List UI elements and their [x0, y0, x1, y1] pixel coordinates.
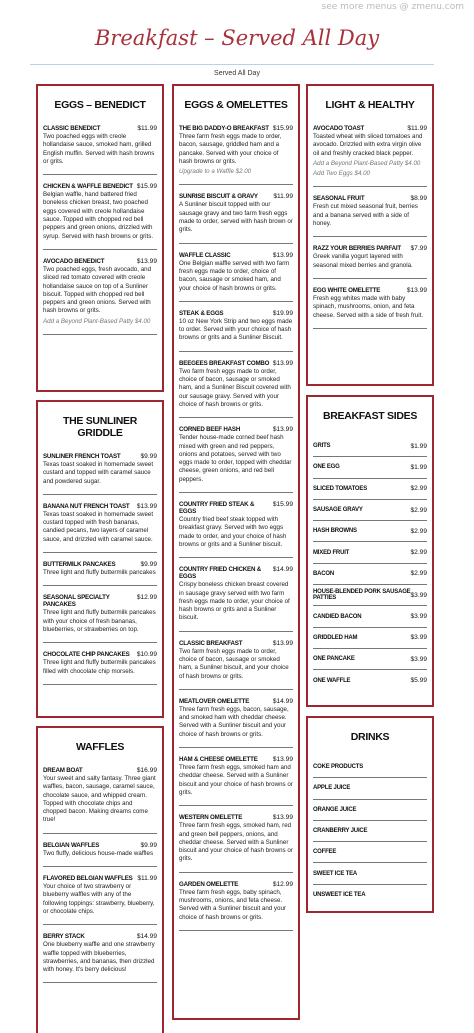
menu-item-header [179, 252, 293, 259]
menu-item-header [179, 814, 293, 821]
menu-item-description: Two poached eggs with creole hollandaise sauce, smoked ham, grilled English muffin. Served with hash browns or grits. [43, 133, 155, 165]
menu-item-name: COUNTRY FRIED STEAK & EGGS [179, 501, 255, 516]
menu-item-description: Two farm fresh eggs made to order, choice of bacon, sausage or smoked ham, a Sunliner biscuit, and your choice of hash browns or grits. [179, 647, 289, 680]
drink-item-name: COKE PRODUCTS [313, 764, 364, 771]
menu-item-name: DREAM BOAT [43, 767, 83, 774]
menu-item-header [179, 698, 293, 705]
section-title: EGGS & OMELETTES [184, 99, 288, 111]
menu-item-header [43, 258, 157, 265]
menu-item-name: CHICKEN & WAFFLE BENEDICT [43, 183, 133, 191]
menu-item-description: Texas toast soaked in homemade sweet custard and topped with caramel sauce and powdered sugar. [43, 461, 154, 485]
menu-item-header [179, 125, 293, 132]
page-title: Breakfast – Served All Day [94, 26, 380, 50]
menu-item [179, 501, 293, 558]
side-item [313, 585, 427, 606]
side-item-price: $1.99 [410, 442, 427, 450]
menu-item-price: $13.99 [272, 814, 293, 822]
section-title: WAFFLES [75, 741, 125, 753]
side-item [313, 649, 427, 670]
section-eggs-omelettes [172, 84, 300, 1020]
menu-item-description: A Sunliner biscuit topped with our sausage gravy and two farm fresh eggs made to order, served with hash brown or grits. [179, 201, 293, 234]
menu-item-header [43, 561, 157, 568]
side-item-name: HASH BROWNS [313, 528, 357, 535]
menu-item [313, 195, 427, 237]
menu-item-price: $14.99 [272, 697, 293, 705]
side-item-price: $2.99 [410, 527, 427, 535]
menu-item-header [179, 426, 293, 433]
menu-item [43, 933, 157, 983]
menu-item-name: AVOCADO BENEDICT [43, 257, 105, 265]
side-item-name: SLICED TOMATOES [313, 485, 368, 492]
side-item [313, 521, 427, 542]
menu-item-price: $11.99 [137, 875, 157, 883]
menu-item-price: $13.99 [272, 359, 293, 367]
section-title: THE SUNLINER GRIDDLE [63, 415, 137, 439]
menu-item-description: Two farm fresh eggs made to order, choice of bacon, sausage or smoked ham, and a Sunliner Biscuit covered with our sausage gravy. Served with your choice of hash browns or grits. [179, 367, 291, 408]
side-item-name: ONE PANCAKE [313, 656, 355, 663]
menu-item-header [43, 842, 157, 849]
menu-item-price: $13.99 [272, 251, 293, 259]
menu-item-description: Two fluffy, delicious house-made waffles [43, 849, 154, 857]
menu-item-header [313, 287, 427, 294]
menu-item [43, 183, 157, 250]
side-item-name: ONE WAFFLE [313, 677, 351, 684]
side-item-name: BACON [313, 570, 334, 577]
side-item-price: $3.99 [410, 655, 427, 663]
menu-item-header [179, 756, 293, 763]
menu-item-description: Belgian waffle, hand battered fried boneless chicken breast, two poached eggs covered with creole hollandaise sauce. Topped with chopped red bell peppers and green onions, drizzled with syrup. Served with hash browns or grits. [43, 191, 154, 240]
section-waffles [36, 726, 164, 1033]
menu-item [43, 453, 157, 495]
menu-item [43, 767, 157, 834]
menu-item-description: Your choice of two strawberry or blueberry waffles with any of the following toppings: strawberry, blueberry, or chocolate chips. [43, 883, 155, 915]
side-item-name: ONE EGG [313, 464, 340, 471]
side-item-price: $5.99 [410, 677, 427, 685]
section-sunliner-griddle [36, 400, 164, 718]
menu-item [43, 258, 157, 335]
side-item-price: $2.99 [410, 570, 427, 578]
drink-item [313, 778, 427, 799]
side-item-price: $3.99 [410, 634, 427, 642]
menu-item-price: $13.99 [272, 756, 293, 764]
menu-item-description: Fresh egg whites made with baby spinach, mushrooms, onion, and feta cheese. Served with a side of fresh fruit. [313, 294, 424, 319]
menu-item [179, 698, 293, 748]
menu-item-price: $9.99 [140, 561, 157, 569]
drink-item [313, 757, 427, 778]
menu-item-name: BEEGEES BREAKFAST COMBO [179, 359, 270, 367]
menu-item-header [43, 767, 157, 774]
menu-item-description: Fresh cut mixed seasonal fruit, berries and a banana served with a side of honey. [313, 203, 418, 228]
menu-item-name: BANANA NUT FRENCH TOAST [43, 502, 130, 510]
menu-item-addon: Add a Beyond Plant-Based Patty $4.00 [313, 159, 421, 167]
menu-item-price: $14.99 [272, 566, 293, 574]
menu-item-description: Your sweet and salty fantasy. Three giant waffles, bacon, sausage, caramel sauce, chocolate sauce, and whipped cream. Topped with chocolate chips and chopped bacon. Making dreams come true! [43, 775, 156, 824]
menu-item-price: $11.99 [273, 193, 293, 201]
menu-item-description: Greek vanilla yogurt layered with seasonal mixed berries and granola. [313, 253, 413, 269]
side-item-price: $3.99 [410, 613, 427, 621]
menu-item-price: $13.99 [136, 502, 157, 510]
menu-item [43, 842, 157, 867]
section-eggs-benedict [36, 84, 164, 392]
drink-item [313, 842, 427, 863]
menu-item-name: CLASSIC BENEDICT [43, 125, 101, 132]
section-title: BREAKFAST SIDES [322, 410, 418, 422]
side-item [313, 436, 427, 457]
drink-item [313, 885, 427, 906]
menu-item-description: Three farm fresh eggs, bacon, sausage, and smoked ham with cheddar cheese. Served with a Sunliner biscuit and your choice of hash browns or grits. [179, 705, 289, 738]
menu-item [43, 561, 157, 586]
menu-item-header [43, 503, 157, 510]
menu-item-header [43, 125, 157, 132]
menu-item-header [179, 193, 293, 200]
side-item-price: $3.99 [410, 591, 427, 599]
menu-item-name: AVOCADO TOAST [313, 125, 365, 132]
menu-item-price: $15.99 [136, 183, 157, 191]
side-item [313, 628, 427, 649]
menu-item-price: $13.99 [136, 257, 157, 265]
menu-item [179, 640, 293, 690]
menu-item-description: Three farm fresh eggs, baby spinach, mushrooms, onions, and feta cheese. Served with a Sunliner biscuit and your choice of hash browns or grits. [179, 888, 286, 921]
menu-item-price: $12.99 [272, 880, 293, 888]
side-item [313, 457, 427, 478]
side-item-name: GRIDDLED HAM [313, 634, 358, 641]
menu-item-name: CLASSIC BREAKFAST [179, 639, 243, 647]
watermark-text: see more menus @ zmenu.com [321, 2, 464, 12]
menu-item-name: WAFFLE CLASSIC [179, 251, 231, 259]
menu-item-name: CHOCOLATE CHIP PANCAKES [43, 651, 130, 659]
side-item [313, 500, 427, 521]
drink-item-name: APPLE JUICE [313, 785, 351, 792]
menu-item-header [179, 501, 293, 515]
menu-column-left [36, 84, 164, 1033]
menu-item-price: $9.99 [140, 453, 157, 460]
menu-item [313, 287, 427, 329]
side-item-price: $2.99 [410, 485, 427, 493]
menu-item-price: $16.99 [136, 767, 157, 774]
menu-item-name: CORNED BEEF HASH [179, 426, 241, 434]
menu-column-middle [172, 84, 300, 1020]
menu-item-description: One blueberry waffle and one strawberry waffle topped with blueberries, strawberries, and bananas, then drizzled with honey. It's berry delicious! [43, 941, 155, 974]
menu-item-name: STEAK & EGGS [179, 309, 224, 317]
menu-item-header [179, 881, 293, 888]
menu-item-name: BERRY STACK [43, 933, 85, 941]
menu-item-description: Toasted wheat with sliced tomatoes and avocado. Drizzled with extra virgin olive oil and freshly cracked black pepper. [313, 133, 423, 157]
menu-item-description: Two poached eggs, fresh avocado, and sliced red tomato covered with creole hollandaise sauce on top of a Sunliner biscuit. Topped with chopped red bell peppers and green onions. Served with hash browns or grits. [43, 265, 152, 315]
menu-item-header [43, 933, 157, 940]
drink-item [313, 800, 427, 821]
menu-item-price: $13.99 [272, 426, 293, 434]
drink-item [313, 863, 427, 884]
menu-item-price: $15.99 [272, 501, 293, 509]
drink-item-name: CRANBERRY JUICE [313, 828, 368, 835]
menu-item-header [43, 875, 157, 882]
menu-item-name: SUNRISE BISCUIT & GRAVY [179, 193, 258, 201]
menu-item-price: $10.99 [136, 651, 157, 659]
menu-item-description: Tender house-made corned beef hash mixed with green and red peppers, onions and potatoes, served with two eggs made to order, topped with cheddar cheese, green onions, and red bell peppers. [179, 434, 292, 483]
menu-item [179, 426, 293, 493]
side-item [313, 606, 427, 627]
menu-item-name: EGG WHITE OMELETTE [313, 286, 381, 294]
side-item [313, 564, 427, 585]
menu-item-name: HAM & CHEESE OMELETTE [179, 756, 258, 764]
menu-item-description: Three light and fluffy buttermilk pancakes [43, 569, 156, 577]
section-title: LIGHT & HEALTHY [325, 99, 415, 111]
menu-item-description: Three light and fluffy buttermilk pancakes filled with chocolate chip morsels. [43, 659, 156, 675]
section-title: EGGS – BENEDICT [54, 99, 146, 111]
side-item-price: $2.99 [410, 549, 427, 557]
side-item-price: $2.99 [410, 506, 427, 514]
menu-item-addon: Add Two Eggs $4.00 [313, 170, 370, 178]
menu-item [179, 360, 293, 418]
drink-item-name: COFFEE [313, 849, 337, 856]
menu-item-name: WESTERN OMELETTE [179, 814, 243, 822]
menu-item-header [179, 310, 293, 317]
menu-item-price: $14.99 [136, 933, 157, 941]
menu-item-name: SEASONAL SPECIALTY PANCAKES [43, 594, 110, 609]
menu-item [43, 875, 157, 925]
menu-item-description: Three farm fresh eggs, smoked ham, red and green bell peppers, onions, and cheddar cheese. Served with a Sunliner biscuit and your choice of hash browns or grits. [179, 822, 293, 863]
menu-item-name: BELGIAN WAFFLES [43, 841, 100, 849]
menu-item-price: $11.99 [137, 125, 157, 132]
menu-item-description: Crispy boneless chicken breast covered in sausage gravy served with two farm fresh eggs made to order, your choice of hash browns or grits and a Sunliner biscuit. [179, 581, 290, 622]
menu-item [43, 503, 157, 553]
menu-item-header [43, 453, 157, 460]
menu-item [43, 594, 157, 643]
menu-item-description: 10 oz New York Strip and two eggs made to order. Served with your choice of hash browns or grits and a Sunliner Biscuit. [179, 317, 293, 342]
menu-item-name: BUTTERMILK PANCAKES [43, 561, 116, 569]
menu-item [179, 310, 293, 352]
menu-item [179, 193, 293, 243]
menu-item-price: $9.99 [140, 841, 157, 849]
menu-item-price: $8.99 [410, 195, 427, 203]
menu-item-header [313, 125, 427, 132]
side-item-name: GRITS [313, 443, 331, 450]
menu-item-price: $12.99 [136, 594, 157, 602]
menu-item-description: Three farm fresh eggs made to order, bacon, sausage, griddled ham and a pancake. Served with your choice of hash browns or grits. [179, 133, 282, 165]
side-item-name: MIXED FRUIT [313, 549, 350, 556]
menu-item-header [179, 566, 293, 580]
menu-item-header [179, 360, 293, 367]
menu-item-description: Three farm fresh eggs, smoked ham and cheddar cheese. Served with a Sunliner biscuit and your choice of hash browns or grits. [179, 764, 293, 796]
menu-item [179, 756, 293, 806]
side-item [313, 670, 427, 691]
menu-item [43, 125, 157, 175]
section-light-healthy [306, 84, 434, 386]
title-divider [30, 64, 434, 65]
section-drinks [306, 716, 434, 913]
side-item-name: HOUSE-BLENDED PORK SAUSAGE PATTIES [313, 589, 411, 602]
side-item-price: $1.99 [410, 463, 427, 471]
menu-item-name: SUNLINER FRENCH TOAST [43, 453, 121, 460]
section-title: DRINKS [350, 731, 390, 743]
menu-item-description: Texas toast soaked in homemade sweet custard topped with fresh bananas, candied pecans, two layers of caramel sauce, and drizzled with caramel sauce. [43, 510, 154, 543]
menu-item-name: RAZZ YOUR BERRIES PARFAIT [313, 245, 401, 253]
menu-item-header [313, 195, 427, 202]
drink-item-name: SWEET ICE TEA [313, 870, 358, 877]
menu-item [43, 651, 157, 685]
menu-item-name: GARDEN OMELETTE [179, 880, 239, 888]
menu-item-description: Country fried beef steak topped with breakfast gravy. Served with two eggs made to order, and your choice of hash browns or grits and a Sunliner biscuit. [179, 516, 287, 548]
menu-item-addon: Add a Beyond Plant-Based Patty $4.00 [43, 317, 151, 325]
menu-item-header [313, 245, 427, 252]
menu-item-price: $15.99 [272, 125, 293, 132]
menu-item-header [179, 640, 293, 647]
menu-item-name: COUNTRY FRIED CHICKEN & EGGS [179, 566, 262, 581]
menu-item-price: $11.99 [407, 125, 427, 132]
menu-item [179, 566, 293, 631]
menu-item-price: $19.99 [272, 309, 293, 317]
menu-item-header [43, 651, 157, 658]
drink-item [313, 821, 427, 842]
side-item [313, 479, 427, 500]
menu-column-right [306, 84, 434, 913]
menu-item-price: $7.99 [410, 245, 427, 253]
drink-item-name: UNSWEET ICE TEA [313, 892, 366, 899]
menu-item-name: THE BIG DADDY-O BREAKFAST [179, 125, 269, 132]
menu-item-header [43, 594, 157, 608]
side-item-name: SAUSAGE GRAVY [313, 507, 363, 514]
menu-item [313, 125, 427, 187]
side-item [313, 542, 427, 563]
menu-item-price: $13.99 [272, 639, 293, 647]
side-item-name: CANDIED BACON [313, 613, 362, 620]
menu-item-description: Three light and fluffy buttermilk pancakes with your choice of fresh bananas, blueberries, or strawberries on top. [43, 609, 156, 633]
menu-item [179, 881, 293, 931]
menu-item [179, 252, 293, 302]
menu-item-addon: Upgrade to a Waffle $2.00 [179, 168, 252, 176]
menu-item-name: SEASONAL FRUIT [313, 195, 365, 203]
section-breakfast-sides [306, 395, 434, 707]
menu-item-name: FLAVORED BELGIAN WAFFLES [43, 875, 133, 883]
menu-item [179, 814, 293, 872]
menu-item [179, 125, 293, 185]
menu-item [313, 245, 427, 279]
served-all-day-note: Served All Day [214, 70, 260, 77]
menu-item-price: $13.99 [406, 286, 427, 294]
menu-item-description: One Belgian waffle served with two farm fresh eggs made to order, choice of bacon, sausage or smoked ham, and your choice of hash browns or grits. [179, 259, 290, 292]
drink-item-name: ORANGE JUICE [313, 806, 357, 813]
menu-item-name: MEATLOVER OMELETTE [179, 697, 250, 705]
menu-item-header [43, 183, 157, 190]
